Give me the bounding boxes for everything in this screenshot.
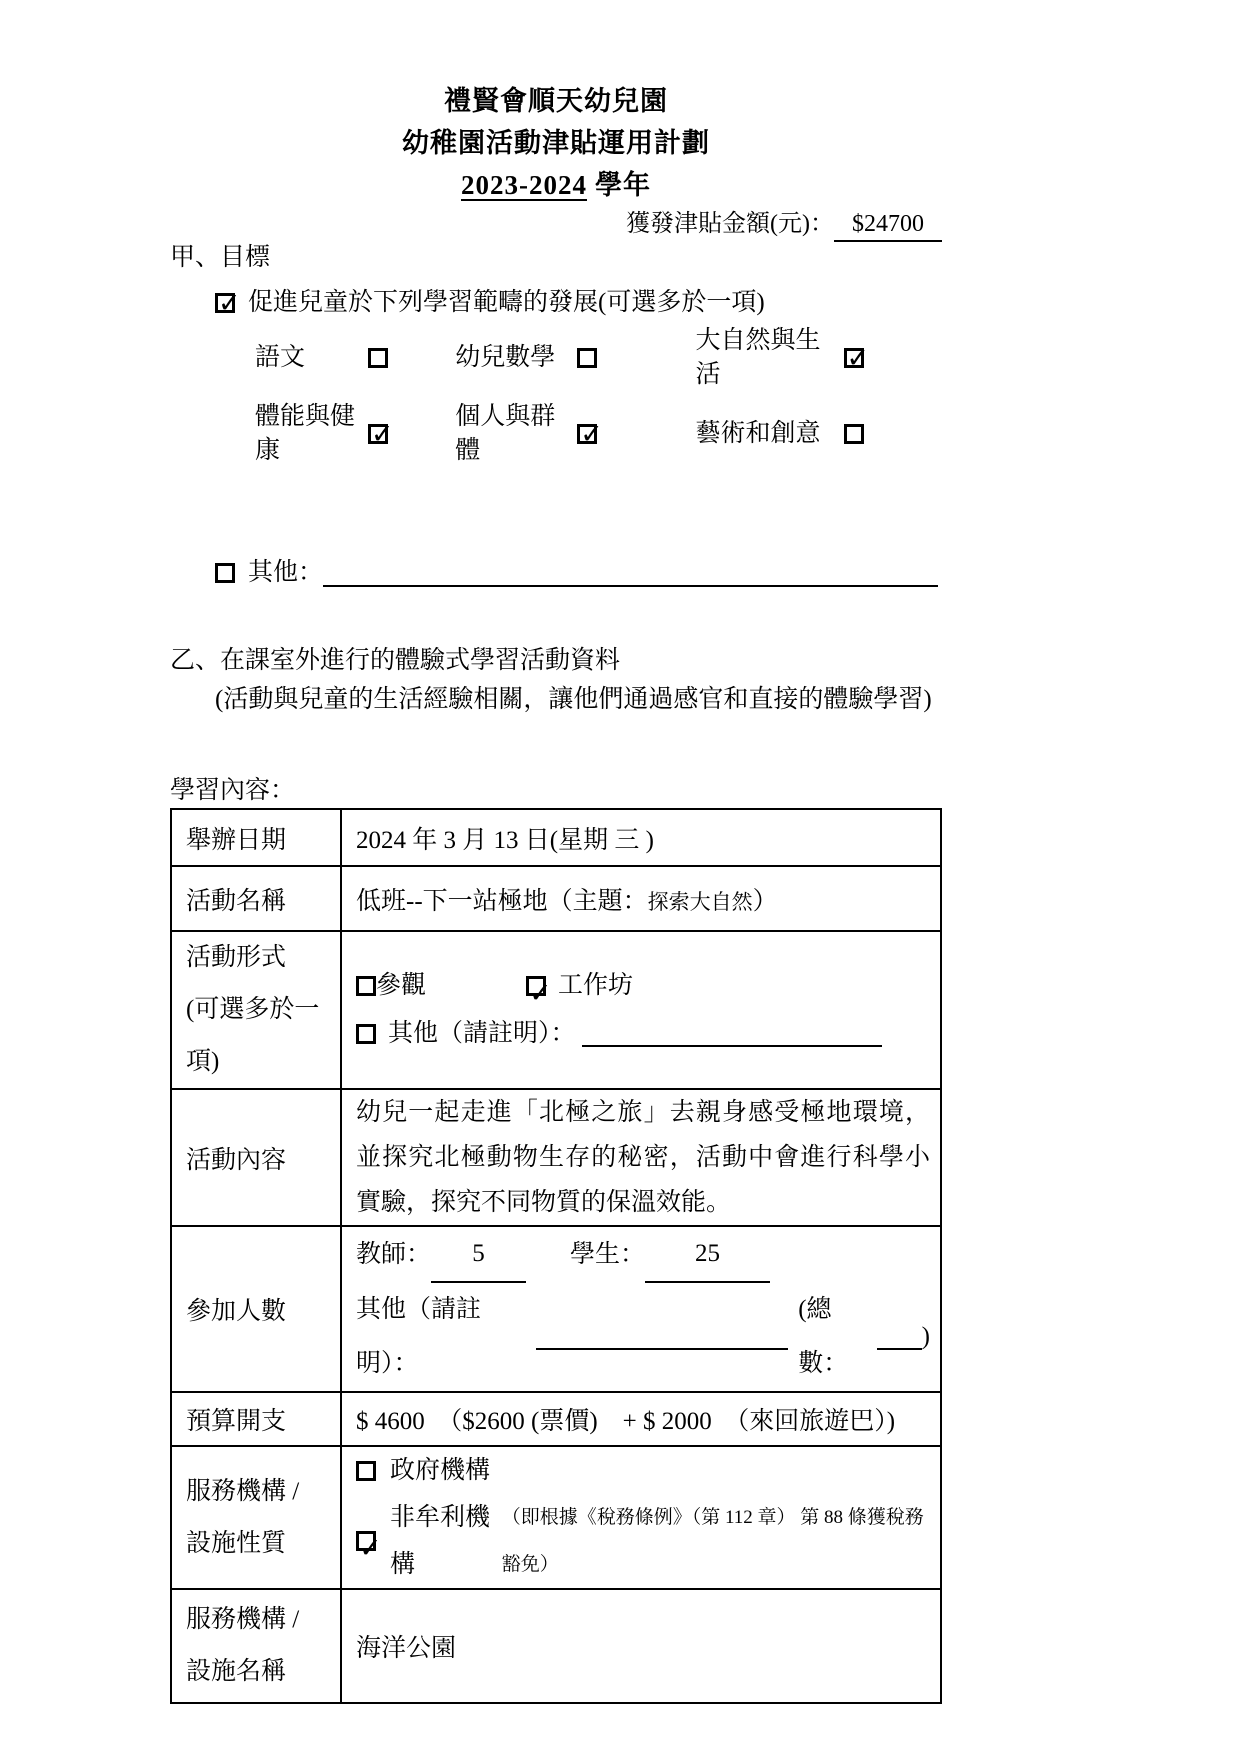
format-workshop-checkbox[interactable] — [526, 976, 546, 996]
activity-name-value — [341, 866, 941, 931]
budget-label: 預算開支 — [171, 1392, 341, 1446]
objective-other-label: 其他： — [248, 559, 324, 586]
objective-other-line — [215, 556, 942, 590]
learning-content-label: 學習內容： — [170, 777, 296, 804]
goal-line — [215, 286, 942, 320]
subsidy-line — [170, 208, 942, 242]
domain-language — [255, 324, 455, 392]
teacher-label: 教師： — [356, 1241, 432, 1268]
table-row-activity-name — [171, 866, 941, 931]
provider-name-value: 海洋公園 — [341, 1589, 941, 1703]
domain-social-label: 個人與群體 — [455, 403, 556, 464]
section-b-heading: 乙、在課室外進行的體驗式學習活動資料 — [170, 647, 621, 674]
table-row-participants — [171, 1226, 941, 1392]
budget-value: $ 4600 （$2600 (票價) + $ 2000 （來回旅遊巴）) — [341, 1392, 941, 1446]
goal-label: 促進兒童於下列學習範疇的發展(可選多於一項) — [248, 289, 765, 316]
provider-nature-label-line1: 服務機構 / — [186, 1477, 300, 1505]
activity-description: 幼兒一起走進「北極之旅」去親身感受極地環境，並探究北極動物生存的秘密，活動中會進行科學小實驗，探究不同物質的保溫效能。 — [356, 1099, 930, 1216]
nonprofit-org-note: （即根據《稅務條例》（第 112 章） 第 88 條獲稅務豁免） — [501, 1507, 924, 1575]
teacher-count-field[interactable]: 5 — [431, 1227, 526, 1283]
total-label: (總數： — [798, 1296, 849, 1377]
domain-physical — [255, 400, 455, 468]
domain-nature — [696, 324, 943, 392]
year-range: 2023-2024 — [461, 170, 587, 200]
domain-arts-checkbox[interactable] — [844, 424, 864, 444]
domain-language-label: 語文 — [255, 344, 306, 371]
domain-arts-label: 藝術和創意 — [695, 420, 821, 447]
table-row-budget — [171, 1392, 941, 1446]
table-row-provider-nature — [171, 1446, 941, 1589]
activity-theme: 探索大自然 — [647, 889, 753, 914]
objective-other-field[interactable] — [323, 559, 938, 587]
government-org-label: 政府機構 — [390, 1457, 491, 1484]
participants-other-label: 其他（請註明）： — [356, 1296, 482, 1377]
domain-social — [455, 400, 695, 468]
section-a-heading: 甲、目標 — [170, 244, 271, 271]
activity-table — [170, 808, 942, 1704]
domain-social-checkbox[interactable] — [577, 424, 597, 444]
domain-math-checkbox[interactable] — [577, 348, 597, 368]
objective-other-checkbox[interactable] — [215, 563, 235, 583]
school-name: 禮賢會順天幼兒園 — [444, 86, 668, 116]
subsidy-amount-field[interactable]: $24700 — [834, 208, 942, 242]
student-count-field[interactable]: 25 — [645, 1227, 770, 1283]
format-label-cell — [171, 931, 341, 1089]
student-label: 學生： — [570, 1241, 646, 1268]
format-value-cell — [341, 931, 941, 1089]
format-workshop-label: 工作坊 — [558, 972, 634, 999]
nonprofit-org-label: 非牟利機構 — [390, 1504, 491, 1578]
format-visit-checkbox[interactable] — [356, 976, 376, 996]
provider-nature-label-cell — [171, 1446, 341, 1589]
goal-checkbox[interactable] — [215, 293, 235, 313]
participants-value-cell — [341, 1226, 941, 1392]
format-label-line2: (可選多於一項) — [186, 996, 320, 1075]
table-row-format — [171, 931, 941, 1089]
format-other-checkbox[interactable] — [356, 1024, 376, 1044]
participants-label: 參加人數 — [171, 1226, 341, 1392]
provider-name-label-line2: 設施名稱 — [186, 1658, 287, 1685]
table-row-provider-name — [171, 1589, 941, 1703]
provider-nature-label-line2: 設施性質 — [186, 1529, 287, 1557]
nonprofit-org-checkbox[interactable] — [356, 1531, 376, 1551]
format-visit-label: 參觀 — [376, 972, 427, 999]
plan-title: 幼稚園活動津貼運用計劃 — [402, 128, 710, 158]
domain-nature-checkbox[interactable] — [844, 348, 864, 368]
format-other-label: 其他（請註明）： — [388, 1020, 576, 1047]
school-year — [170, 164, 942, 206]
activity-name-suffix: ） — [752, 887, 778, 915]
activity-name-prefix: 低班--下一站極地（主題： — [356, 887, 648, 915]
section-b-subheading: (活動與兒童的生活經驗相關，讓他們通過感官和直接的體驗學習) — [215, 686, 932, 713]
domain-math — [455, 324, 695, 392]
domain-row-1 — [255, 324, 942, 392]
participants-other-field[interactable] — [536, 1324, 788, 1350]
date-value: 2024 年 3 月 13 日(星期 三 ) — [341, 809, 941, 866]
government-org-checkbox[interactable] — [356, 1461, 376, 1481]
total-close-paren: ) — [921, 1323, 930, 1350]
table-row-date — [171, 809, 941, 866]
domain-arts — [696, 400, 943, 468]
subsidy-label: 獲發津貼金額(元)： — [626, 211, 834, 237]
domain-nature-label: 大自然與生活 — [695, 327, 821, 388]
domain-row-2 — [255, 400, 942, 468]
domain-math-label: 幼兒數學 — [455, 344, 556, 371]
format-other-field[interactable] — [582, 1021, 882, 1047]
content-label-cell: 活動內容 — [171, 1089, 341, 1226]
year-suffix: 學年 — [595, 170, 651, 200]
table-row-content — [171, 1089, 941, 1226]
domain-physical-label: 體能與健康 — [255, 403, 356, 464]
format-label-line1: 活動形式 — [186, 944, 287, 971]
domain-language-checkbox[interactable] — [368, 348, 388, 368]
date-label: 舉辦日期 — [171, 809, 341, 866]
title-block — [170, 0, 942, 206]
activity-name-label: 活動名稱 — [171, 866, 341, 931]
provider-name-label-cell — [171, 1589, 341, 1703]
total-count-field[interactable] — [877, 1324, 922, 1350]
provider-nature-value-cell — [341, 1446, 941, 1589]
domain-physical-checkbox[interactable] — [368, 424, 388, 444]
provider-name-label-line1: 服務機構 / — [186, 1606, 300, 1633]
content-value-cell — [341, 1089, 941, 1226]
document-content — [170, 0, 942, 1704]
